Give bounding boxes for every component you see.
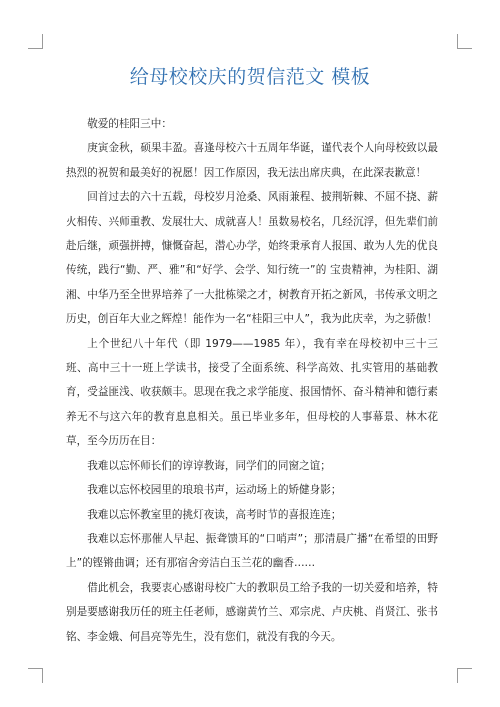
crop-mark-top-left <box>28 34 43 49</box>
paragraph-thanks: 借此机会，我要衷心感谢母校广大的教职员工给予我的一切关爱和培养，特别是要感谢我历任的班主任老师，感谢黄竹兰、邓宗虎、卢庆桃、肖贤江、张书铭、李金娥、何昌亮等先生，没有您们，就没有我的今天。 <box>66 581 438 643</box>
crop-mark-bottom-right <box>457 668 472 683</box>
memory-line: 我难以忘怀教室里的挑灯夜读，高考时节的喜报连连； <box>87 508 342 521</box>
paragraph-greeting: 庚寅金秋，硕果丰盈。喜逢母校六十五周年华诞，谨代表个人向母校致以最热烈的祝贺和最美好的祝愿！因工作原因，我无法出席庆典，在此深表歉意！ <box>66 142 438 179</box>
memory-line: 我难以忘怀那催人早起、振聋馈耳的“口哨声”；那清晨广播“在希望的田野上”的铿锵曲调；还有那宿舍旁洁白玉兰花的幽香…… <box>66 532 438 570</box>
crop-mark-top-right <box>457 34 472 49</box>
paragraph-history: 回首过去的六十五载，母校岁月沧桑、风雨兼程、披荆斩棘、不屈不挠、薪火相传、兴师重教、发展壮大、成就喜人！虽数易校名，几经沉浮，但先辈们前赴后继，顽强拼搏，慷慨奋起，潜心办学，始终秉承育人报国、敢为人先的优良传统，践行“勤、严、雅”和“好学、会学、知行统一”的 宝贵精神，为桂阳、湖湘、中华乃至全世界培养了一大批栋梁之才，树教育开拓之新风，书传承文明之历史，创百年大业之辉煌！能作为一名“桂阳三中人”，我为此庆幸，为之骄傲！ <box>66 191 438 326</box>
memory-line: 我难以忘怀校园里的琅琅书声，运动场上的矫健身影； <box>87 484 342 497</box>
document-title: 给母校校庆的贺信范文 模板 <box>129 66 371 88</box>
letter-body <box>66 112 438 649</box>
memory-line: 我难以忘怀师长们的谆谆教诲，同学们的同窗之谊； <box>87 459 331 472</box>
salutation: 敬爱的桂阳三中： <box>87 118 172 130</box>
paragraph-schooldays: 上个世纪八十年代（即 1979——1985 年），我有幸在母校初中三十三班、高中三十一班上学读书，接受了全面系统、科学高效、扎实管用的基础教育，受益匪浅、收获颇丰。思现在我之求学能度、报国情怀、奋斗精神和德行素养无不与这六年的教育息息相关。虽已毕业多年，但母校的人事幕景、林木花草，至今历历在目： <box>66 337 438 448</box>
crop-mark-bottom-left <box>28 668 43 683</box>
